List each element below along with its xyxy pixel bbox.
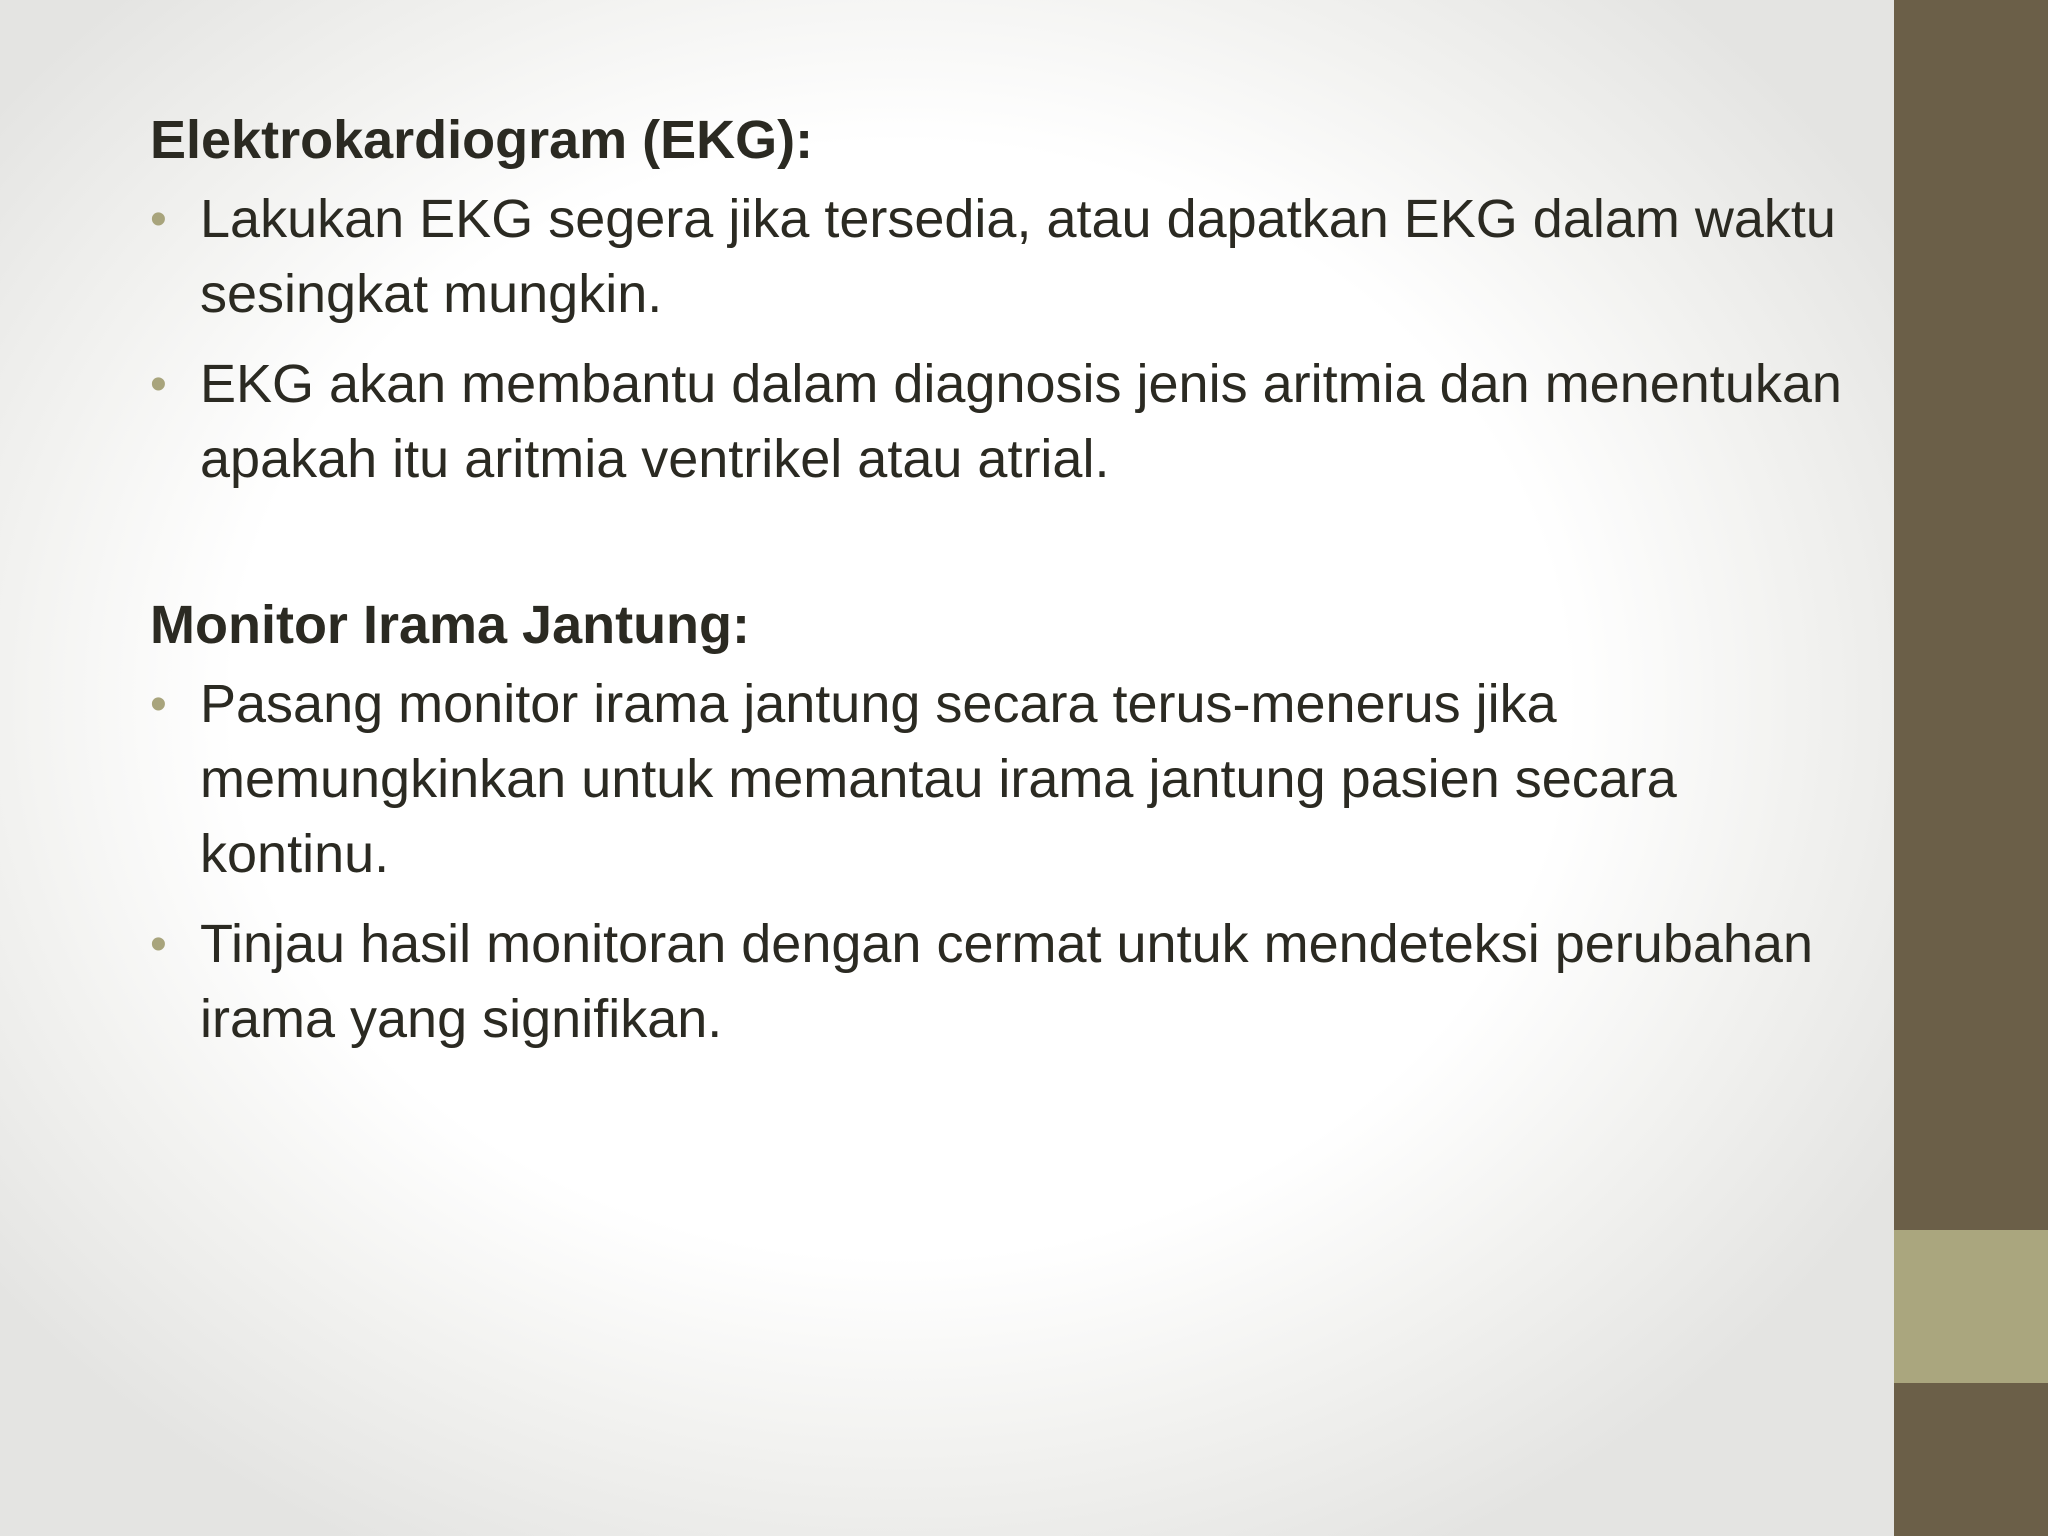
bullet-list-monitor <box>150 667 1850 1057</box>
bullet-text: Pasang monitor irama jantung secara terus-menerus jika memungkinkan untuk memantau irama jantung pasien secara kontinu. <box>200 674 1677 884</box>
bullet-text: Tinjau hasil monitoran dengan cermat untuk mendeteksi perubahan irama yang signifikan. <box>200 914 1813 1049</box>
bullet-item <box>150 347 1850 497</box>
section-heading-ekg: Elektrokardiogram (EKG): <box>150 110 814 170</box>
section-heading-monitor: Monitor Irama Jantung: <box>150 595 751 655</box>
bullet-item <box>150 907 1850 1057</box>
bullet-text: EKG akan membantu dalam diagnosis jenis aritmia dan menentukan apakah itu aritmia ventrikel atau atrial. <box>200 354 1842 489</box>
bullet-text: Lakukan EKG segera jika tersedia, atau dapatkan EKG dalam waktu sesingkat mungkin. <box>200 189 1836 324</box>
bullet-list-ekg <box>150 182 1850 497</box>
bullet-item <box>150 182 1850 332</box>
bullet-icon: • <box>150 358 167 411</box>
bullet-item <box>150 667 1850 892</box>
bullet-icon: • <box>150 918 167 971</box>
section-spacer <box>150 512 1850 583</box>
sidebar-accent-block <box>1894 1230 2048 1383</box>
bullet-icon: • <box>150 678 167 731</box>
bullet-icon: • <box>150 193 167 246</box>
slide-content <box>150 98 1850 1072</box>
